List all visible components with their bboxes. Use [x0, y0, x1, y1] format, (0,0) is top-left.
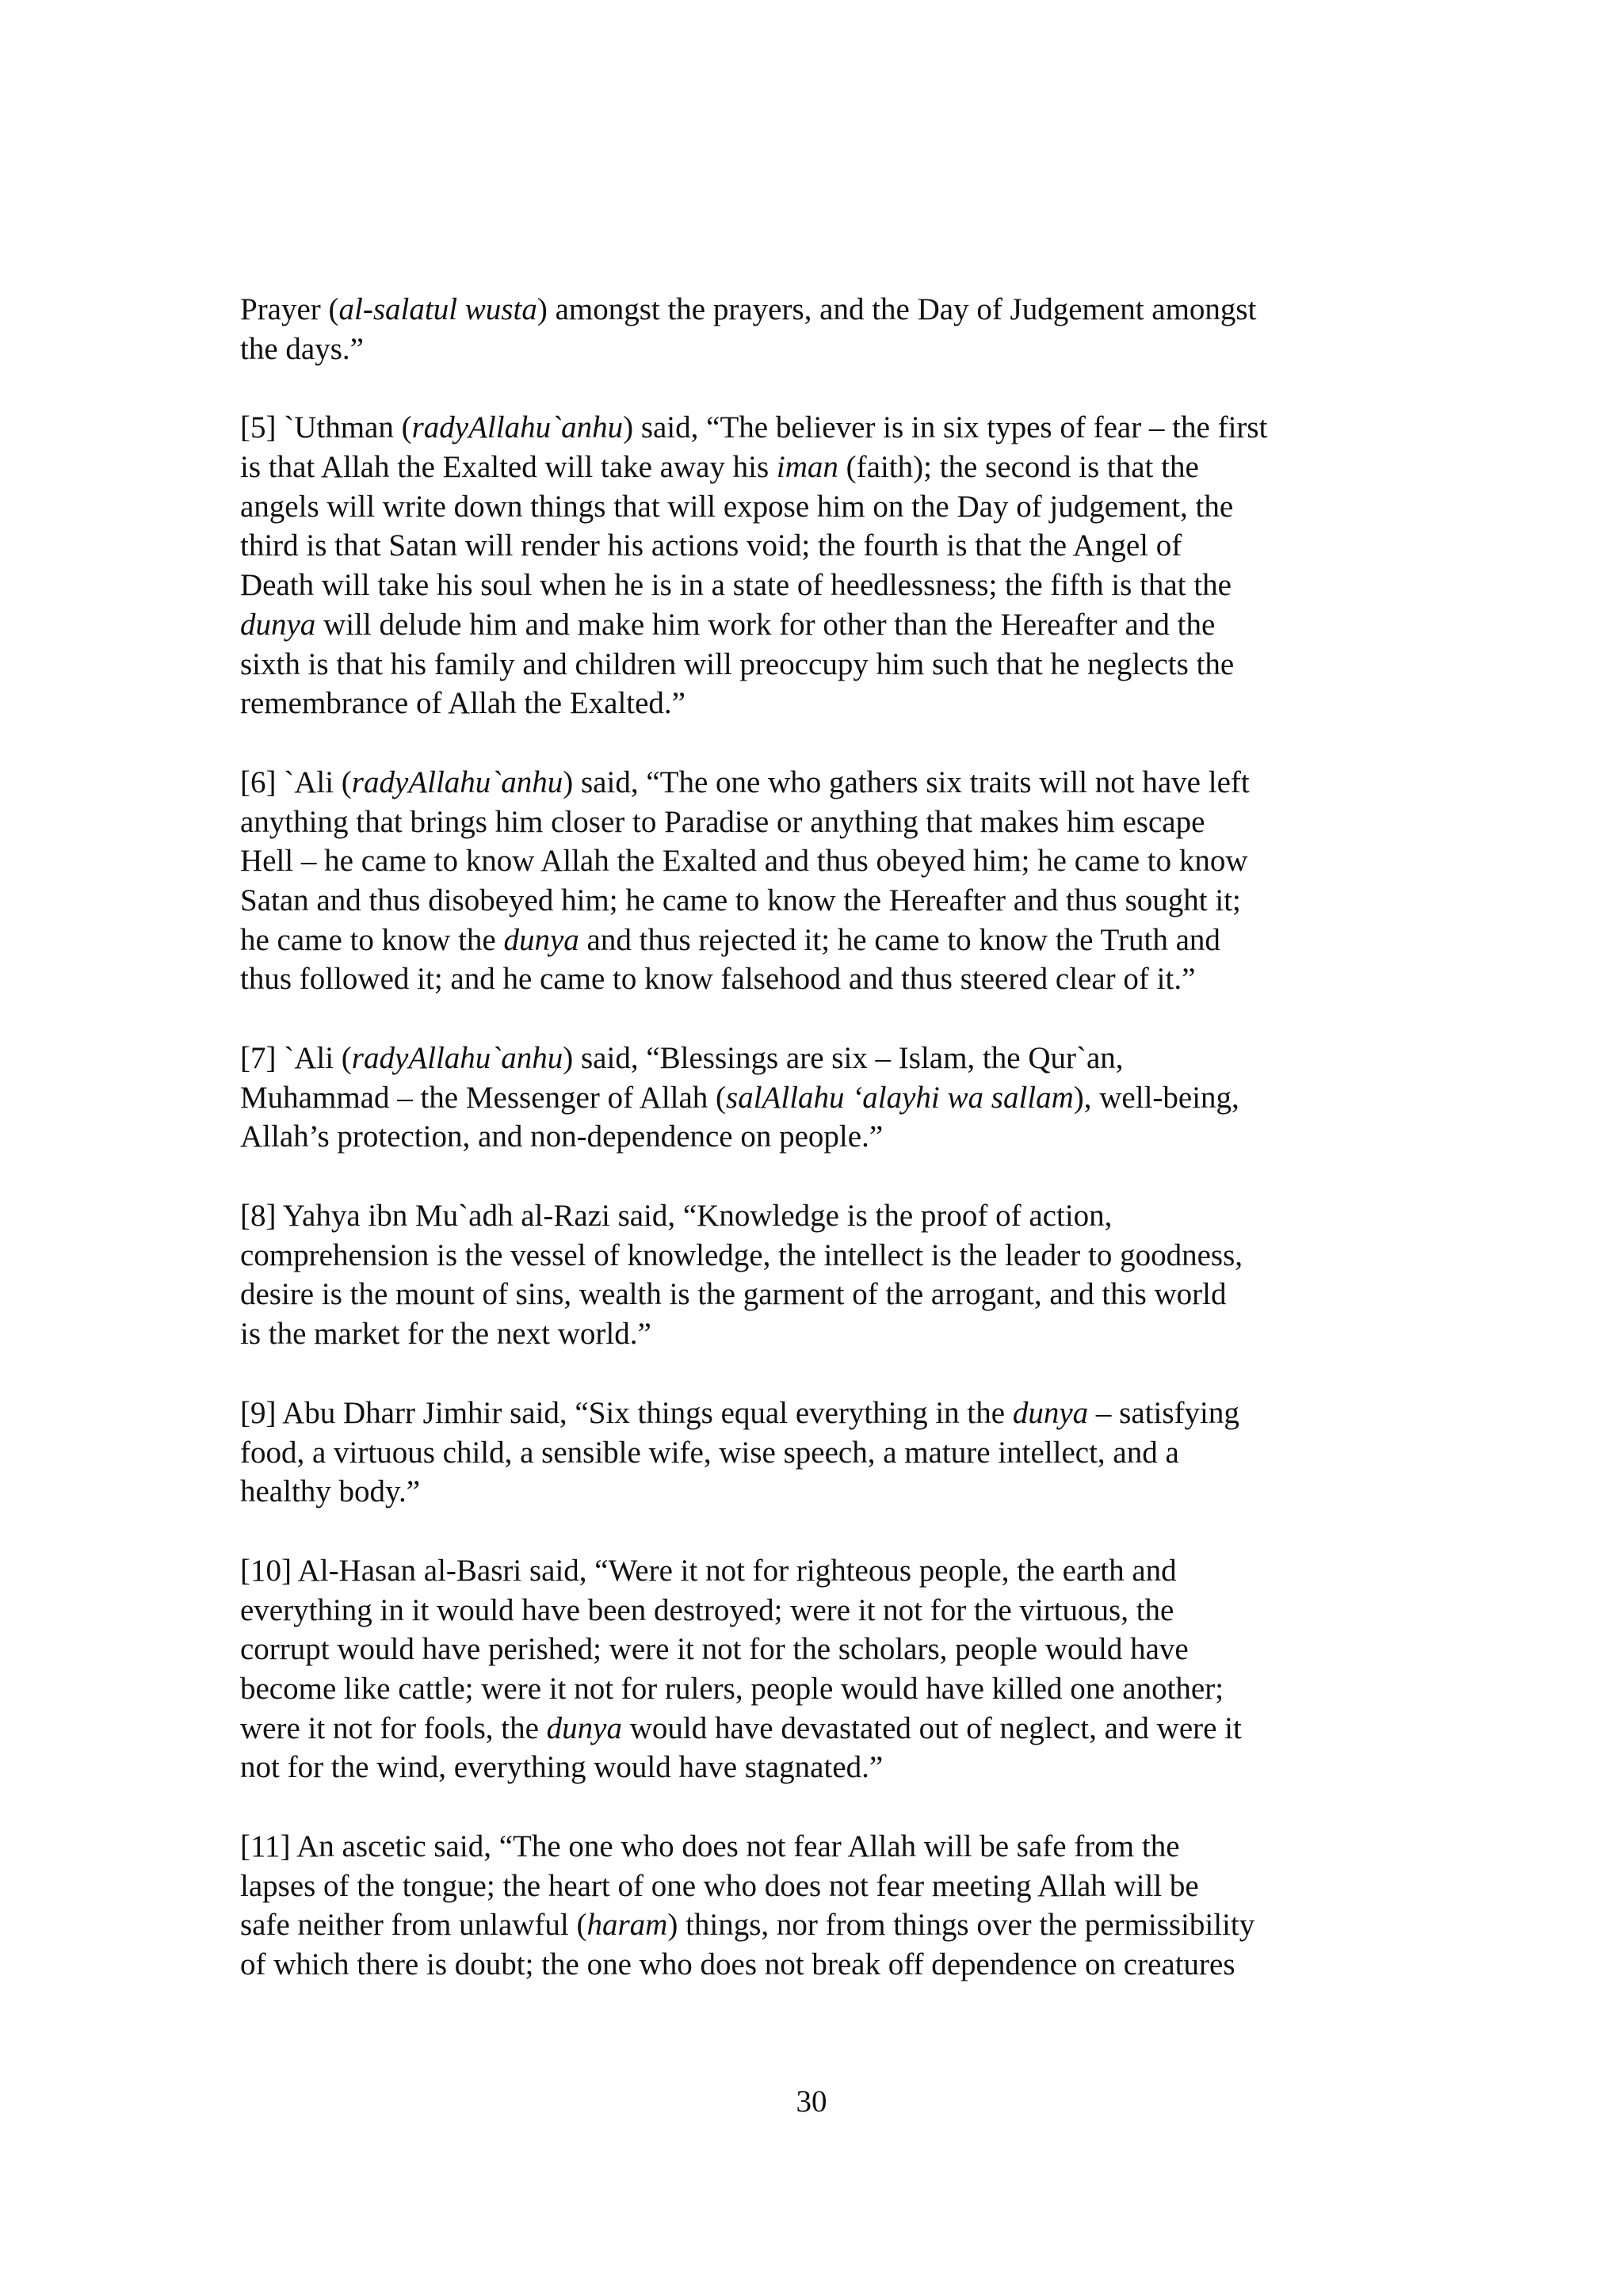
text-line [240, 1669, 1413, 1709]
italic-term: radyAllahu`anhu [351, 1041, 563, 1075]
paragraph-p8 [240, 1196, 1413, 1354]
text-run: ) said, “The one who gathers six traits will not have left [563, 765, 1250, 799]
text-line [240, 1827, 1413, 1867]
italic-term: salAllahu ‘alayhi wa sallam [726, 1080, 1074, 1115]
text-run: [9] Abu Dharr Jimhir said, “Six things equal everything in the [240, 1395, 1013, 1430]
paragraph-p4-cont [240, 290, 1413, 368]
text-run: Prayer ( [240, 292, 339, 326]
text-line [240, 1630, 1413, 1669]
text-run: remembrance of Allah the Exalted.” [240, 686, 685, 721]
text-run: [6] `Ali ( [240, 765, 352, 799]
text-run: healthy body.” [240, 1474, 421, 1509]
text-line [240, 803, 1413, 842]
page-body [240, 290, 1413, 2024]
text-line [240, 448, 1413, 487]
text-run: anything that brings him closer to Paradise or anything that makes him escape [240, 804, 1205, 839]
text-run: ), well-being, [1073, 1080, 1239, 1115]
text-line [240, 1709, 1413, 1749]
text-line [240, 1078, 1413, 1118]
text-run: third is that Satan will render his actions void; the fourth is that the Angel of [240, 528, 1182, 563]
text-run: Satan and thus disobeyed him; he came to know the Hereafter and thus sought it; [240, 883, 1241, 917]
text-run: is that Allah the Exalted will take away his [240, 450, 777, 485]
text-run: of which there is doubt; the one who does not break off dependence on creatures [240, 1947, 1235, 1982]
paragraph-p5 [240, 408, 1413, 723]
page-number: 30 [796, 2084, 827, 2119]
text-line [240, 881, 1413, 921]
text-run: and thus rejected it; he came to know the Truth and [579, 922, 1220, 957]
text-run: ) amongst the prayers, and the Day of Judgement amongst [537, 292, 1257, 326]
text-line [240, 290, 1413, 330]
paragraph-p10 [240, 1551, 1413, 1787]
text-run: he came to know the [240, 922, 504, 957]
paragraph-p9 [240, 1394, 1413, 1512]
paragraph-p6 [240, 763, 1413, 999]
text-line [240, 1867, 1413, 1906]
text-line [240, 1945, 1413, 1985]
text-run: Allah’s protection, and non-dependence on people.” [240, 1119, 884, 1154]
text-run: not for the wind, everything would have stagnated.” [240, 1750, 884, 1785]
text-line [240, 645, 1413, 685]
text-line [240, 330, 1413, 369]
text-run: the days.” [240, 331, 364, 366]
text-run: Muhammad – the Messenger of Allah ( [240, 1080, 727, 1115]
text-run: ) said, “Blessings are six – Islam, the Qur`an, [563, 1041, 1124, 1075]
text-run: angels will write down things that will expose him on the Day of judgement, the [240, 489, 1234, 524]
text-run: everything in it would have been destroyed; were it not for the virtuous, the [240, 1592, 1174, 1627]
text-line [240, 921, 1413, 960]
text-line [240, 605, 1413, 645]
text-run: food, a virtuous child, a sensible wife, wise speech, a mature intellect, and a [240, 1435, 1179, 1470]
italic-term: dunya [1012, 1395, 1089, 1430]
text-run: [8] Yahya ibn Mu`adh al-Razi said, “Knowledge is the proof of action, [240, 1199, 1113, 1234]
text-run: Death will take his soul when he is in a state of heedlessness; the fifth is that the [240, 568, 1232, 603]
italic-term: dunya [240, 607, 316, 642]
text-run: [10] Al-Hasan al-Basri said, “Were it not for righteous people, the earth and [240, 1553, 1177, 1588]
text-line [240, 1394, 1413, 1433]
text-line [240, 763, 1413, 803]
text-run: [5] `Uthman ( [240, 410, 412, 445]
text-run: thus followed it; and he came to know falsehood and thus steered clear of it.” [240, 962, 1196, 997]
italic-term: iman [776, 450, 838, 485]
text-line [240, 1314, 1413, 1354]
text-run: were it not for fools, the [240, 1711, 547, 1745]
text-run: safe neither from unlawful ( [240, 1908, 587, 1943]
text-run: is the market for the next world.” [240, 1317, 651, 1352]
text-run: Hell – he came to know Allah the Exalted and thus obeyed him; he came to know [240, 844, 1248, 879]
text-line [240, 1591, 1413, 1630]
text-line [240, 684, 1413, 723]
text-line [240, 1905, 1413, 1945]
text-line [240, 1117, 1413, 1157]
paragraph-p11 [240, 1827, 1413, 1985]
italic-term: dunya [546, 1711, 622, 1745]
text-run: desire is the mount of sins, wealth is the garment of the arrogant, and this world [240, 1277, 1227, 1312]
text-run: become like cattle; were it not for rulers, people would have killed one another; [240, 1671, 1224, 1706]
italic-term: al-salatul wusta [338, 292, 537, 326]
text-run: sixth is that his family and children will preoccupy him such that he neglects the [240, 646, 1235, 681]
text-line [240, 1551, 1413, 1591]
text-run: would have devastated out of neglect, and were it [621, 1711, 1242, 1745]
text-line [240, 841, 1413, 881]
text-line [240, 1472, 1413, 1512]
text-run: – satisfying [1088, 1395, 1239, 1430]
text-line [240, 1236, 1413, 1276]
italic-term: dunya [503, 922, 579, 957]
text-line [240, 959, 1413, 999]
text-run: lapses of the tongue; the heart of one who does not fear meeting Allah will be [240, 1868, 1199, 1903]
text-line [240, 526, 1413, 566]
italic-term: haram [586, 1908, 668, 1943]
text-line [240, 1039, 1413, 1078]
italic-term: radyAllahu`anhu [351, 765, 563, 799]
text-run: comprehension is the vessel of knowledge, the intellect is the leader to goodness, [240, 1238, 1243, 1272]
text-run: will delude him and make him work for other than the Hereafter and the [315, 607, 1216, 642]
italic-term: radyAllahu`anhu [411, 410, 624, 445]
text-line [240, 1196, 1413, 1236]
text-run: ) said, “The believer is in six types of fear – the first [623, 410, 1268, 445]
text-line [240, 408, 1413, 448]
text-run: (faith); the second is that the [838, 450, 1199, 485]
text-line [240, 1275, 1413, 1314]
paragraph-p7 [240, 1039, 1413, 1157]
text-line [240, 566, 1413, 605]
text-line [240, 1433, 1413, 1473]
text-line [240, 487, 1413, 527]
text-run: [7] `Ali ( [240, 1041, 352, 1075]
text-run: corrupt would have perished; were it not for the scholars, people would have [240, 1632, 1189, 1667]
text-line [240, 1748, 1413, 1787]
text-run: ) things, nor from things over the permissibility [667, 1908, 1255, 1943]
text-run: [11] An ascetic said, “The one who does not fear Allah will be safe from the [240, 1829, 1180, 1863]
